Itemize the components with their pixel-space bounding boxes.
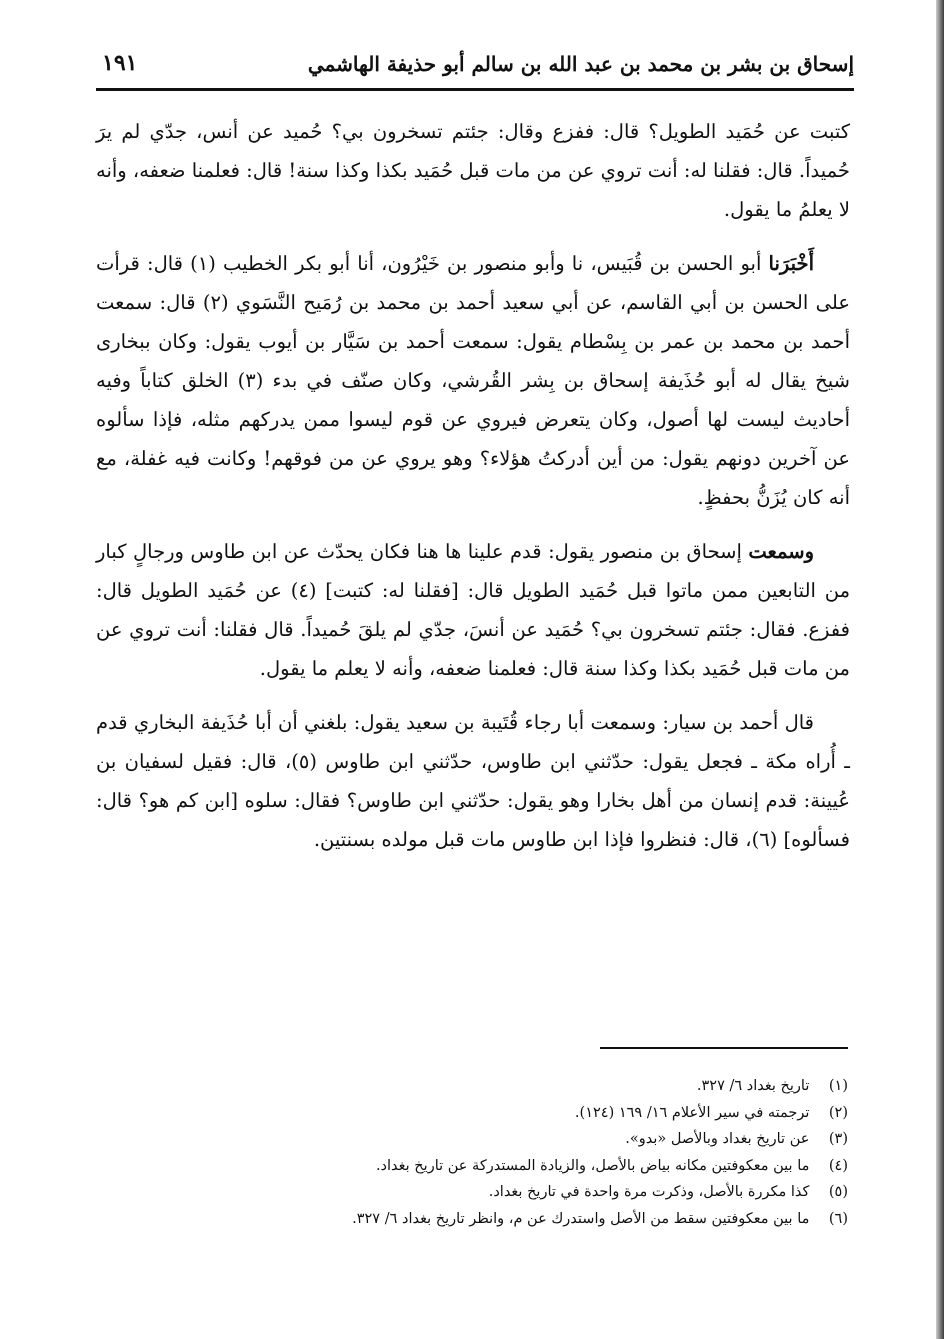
- paragraph-3: [96, 532, 850, 688]
- page-edge: [936, 0, 944, 1339]
- footnote-divider: [600, 1047, 848, 1049]
- running-title: إسحاق بن بشر بن محمد بن عبد الله بن سالم أبو حذيفة الهاشمي: [307, 52, 854, 76]
- footnote-number: (٣): [828, 1131, 848, 1148]
- paragraph-text: إسحاق بن منصور يقول: قدم علينا ها هنا فكان يحدّث عن ابن طاوس ورجالٍ كبار من التابعين ممن ماتوا قبل حُمَيد الطويل قال: [فقلنا له: كتبت] (٤) عن حُمَيد الطويل قال: ففزع. فقال: جئتم تسخرون بي؟ حُمَيد عن أنسَ، جدّي لم يلقَ حُميداً. قال فقلنا: أنت تروي عن من مات قبل حُمَيد بكذا وكذا سنة قال: فعلمنا ضعفه، وأنه لا يعلم ما يقول.: [96, 540, 851, 680]
- footnote-number: (٥): [828, 1184, 848, 1201]
- paragraph-text: أبو الحسن بن قُبَيس، نا وأبو منصور بن خَيْرُون، أنا أبو بكر الخطيب (١) قال: قرأت على الحسن بن أبي القاسم، عن أبي سعيد أحمد بن محمد بن رُمَيح النَّسَوي (٢) قال: سمعت أحمد بن محمد بن عمر بن بِسْطام يقول: سمعت أحمد بن سَيَّار بن أيوب يقول: وكان ببخارى شيخ يقال له أبو حُذَيفة إسحاق بن بِشر القُرشي، وكان صنّف في بدء (٣) الخلق كتاباً وفيه أحاديث ليست لها أصول، وكان يتعرض فيروي عن قوم ليسوا ممن يدركهم مثله، فإذا سألوه عن آخرين دونهم يقول: من أين أدركتُ هؤلاء؟ وهو يروي عن من فوقهم! وكانت فيه غفلة، مع أنه كان يُزَنُّ بحفظٍ.: [96, 252, 850, 509]
- page-header: [96, 40, 854, 91]
- footnote-6: [96, 1206, 848, 1233]
- footnote-1: [96, 1073, 848, 1100]
- paragraph-2: [96, 244, 850, 517]
- footnote-text: ما بين معكوفتين مكانه بياض بالأصل، والزيادة المستدركة عن تاريخ بغداد.: [375, 1157, 810, 1174]
- footnote-number: (٢): [828, 1104, 848, 1121]
- paragraph-lead-word: أَخْبَرَنا: [768, 252, 814, 275]
- footnote-text: كذا مكررة بالأصل، وذكرت مرة واحدة في تاريخ بغداد.: [488, 1184, 810, 1201]
- footnote-text: ما بين معكوفتين سقط من الأصل واستدرك عن م، وانظر تاريخ بغداد ٦/ ٣٢٧.: [352, 1210, 810, 1227]
- paragraph-4: [96, 703, 850, 859]
- paragraph-text: قال أحمد بن سيار: وسمعت أبا رجاء قُتَيبة بن سعيد يقول: بلغني أن أبا حُذَيفة البخاري قدم ـ أُراه مكة ـ فجعل يقول: حدّثني ابن طاوس، حدّثني ابن طاوس (٥)، قال: فقيل لسفيان بن عُيينة: قدم إنسان من أهل بخارا وهو يقول: حدّثني ابن طاوس؟ فقال: سلوه [ابن كم هو؟ قال: فسألوه] (٦)، قال: فنظروا فإذا ابن طاوس مات قبل مولده بسنتين.: [96, 711, 850, 851]
- page-number: ١٩١: [102, 50, 138, 76]
- footnote-number: (٤): [828, 1157, 848, 1174]
- footnotes: [96, 1073, 848, 1233]
- footnote-text: عن تاريخ بغداد وبالأصل «بدو».: [625, 1131, 810, 1148]
- footnote-text: ترجمته في سير الأعلام ١٦/ ١٦٩ (١٢٤).: [574, 1104, 810, 1121]
- footnote-2: [96, 1100, 848, 1127]
- paragraph-1: [96, 112, 850, 229]
- footnote-3: [96, 1126, 848, 1153]
- body-text: [96, 112, 850, 874]
- paragraph-lead-word: وسمعت: [748, 540, 814, 563]
- footnote-4: [96, 1153, 848, 1180]
- footnote-text: تاريخ بغداد ٦/ ٣٢٧.: [696, 1078, 810, 1094]
- footnote-5: [96, 1179, 848, 1206]
- footnote-number: (١): [828, 1078, 848, 1094]
- paragraph-text: كتبت عن حُمَيد الطويل؟ قال: ففزع وقال: جئتم تسخرون بي؟ حُميد عن أنس، جدّي لم يرَ حُميداً. قال: فقلنا له: أنت تروي عن من مات قبل حُمَيد بكذا وكذا سنة! قال: فعلمنا ضعفه، وأنه لا يعلمُ ما يقول.: [96, 120, 850, 221]
- footnote-number: (٦): [828, 1210, 848, 1227]
